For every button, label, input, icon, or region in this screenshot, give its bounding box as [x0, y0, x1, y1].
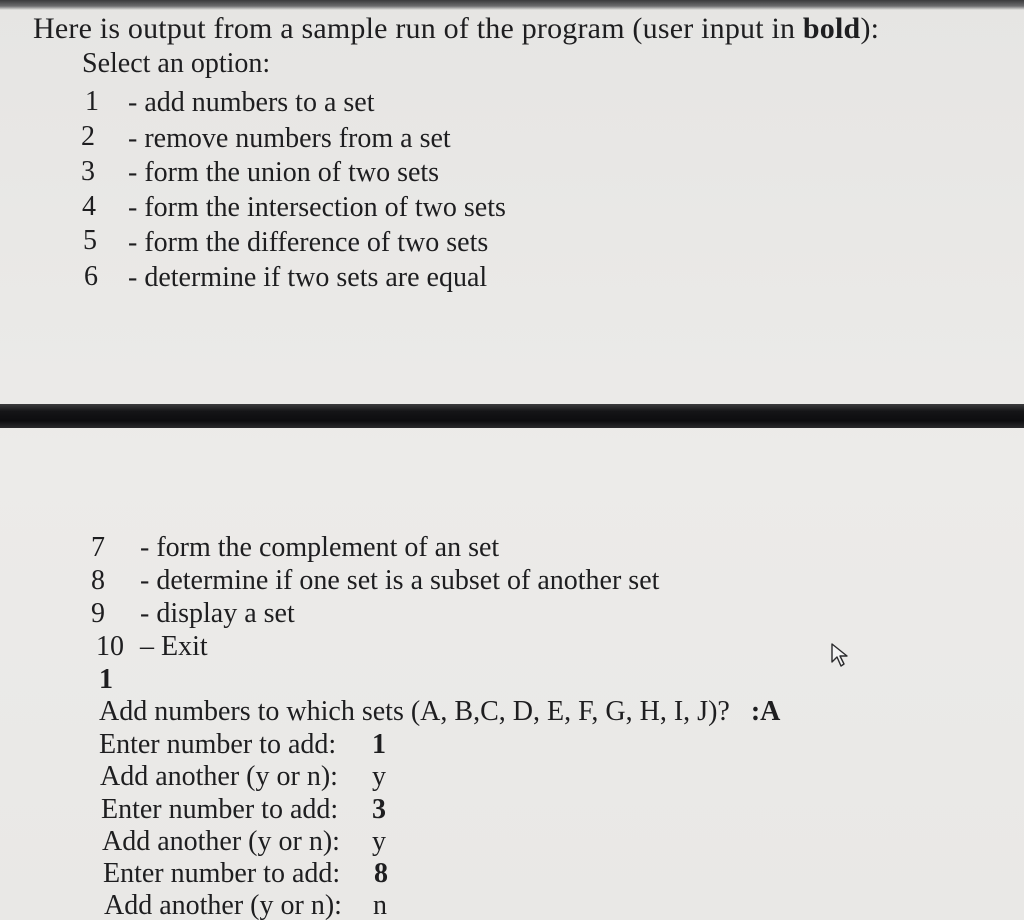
menu-label-3: - form the union of two sets — [128, 157, 440, 188]
intro-heading — [33, 12, 879, 46]
menu-label-9: - display a set — [140, 598, 295, 629]
exchange-answer-3: 3 — [372, 794, 386, 825]
menu-number-2: 2 — [81, 121, 95, 152]
menu-number-3: 3 — [81, 156, 95, 187]
menu-label-2: - remove numbers from a set — [128, 123, 451, 154]
exchange-prompt-3: Enter number to add: — [101, 794, 339, 825]
exchange-prompt-6: Add another (y or n): — [104, 890, 342, 920]
top-bezel-edge — [0, 0, 1024, 10]
exchange-prompt-4: Add another (y or n): — [102, 826, 340, 857]
menu-number-6: 6 — [84, 261, 98, 292]
exchange-answer-1: 1 — [372, 729, 386, 760]
mouse-pointer-icon — [830, 642, 852, 668]
intro-text-after: ): — [860, 12, 880, 45]
exchange-answer-6: n — [373, 890, 387, 920]
menu-number-7: 7 — [91, 532, 105, 563]
exchange-prompt-2: Add another (y or n): — [100, 761, 338, 792]
menu-number-4: 4 — [82, 191, 96, 222]
menu-number-10: 10 — [96, 631, 124, 662]
exchange-answer-4: y — [372, 826, 386, 857]
exchange-answer-5: 8 — [374, 858, 388, 889]
set-selection-answer: :A — [750, 696, 781, 727]
menu-label-8: - determine if one set is a subset of another set — [140, 565, 660, 596]
exchange-answer-2: y — [372, 761, 386, 792]
menu-number-8: 8 — [91, 565, 105, 596]
menu-label-4: - form the intersection of two sets — [128, 192, 506, 223]
menu-label-1: - add numbers to a set — [128, 87, 375, 118]
screen-divider — [0, 404, 1024, 428]
select-option-prompt: Select an option: — [82, 48, 271, 79]
exchange-prompt-1: Enter number to add: — [99, 729, 337, 760]
menu-label-6: - determine if two sets are equal — [128, 262, 488, 293]
menu-label-10: – Exit — [140, 631, 208, 662]
user-choice: 1 — [99, 664, 113, 695]
exchange-prompt-5: Enter number to add: — [103, 858, 341, 889]
menu-label-7: - form the complement of an set — [140, 532, 500, 563]
menu-number-1: 1 — [85, 86, 99, 117]
bottom-document-panel — [0, 428, 1024, 920]
top-document-panel — [0, 10, 1024, 404]
menu-label-5: - form the difference of two sets — [128, 227, 489, 258]
intro-bold-word: bold — [802, 12, 861, 45]
set-selection-prompt: Add numbers to which sets (A, B,C, D, E, F, G, H, I, J)? — [99, 696, 730, 727]
menu-number-5: 5 — [83, 225, 97, 256]
intro-text-before: Here is output from a sample run of the program (user input in — [33, 12, 803, 45]
menu-number-9: 9 — [91, 598, 105, 629]
set-selection-line — [99, 696, 780, 728]
